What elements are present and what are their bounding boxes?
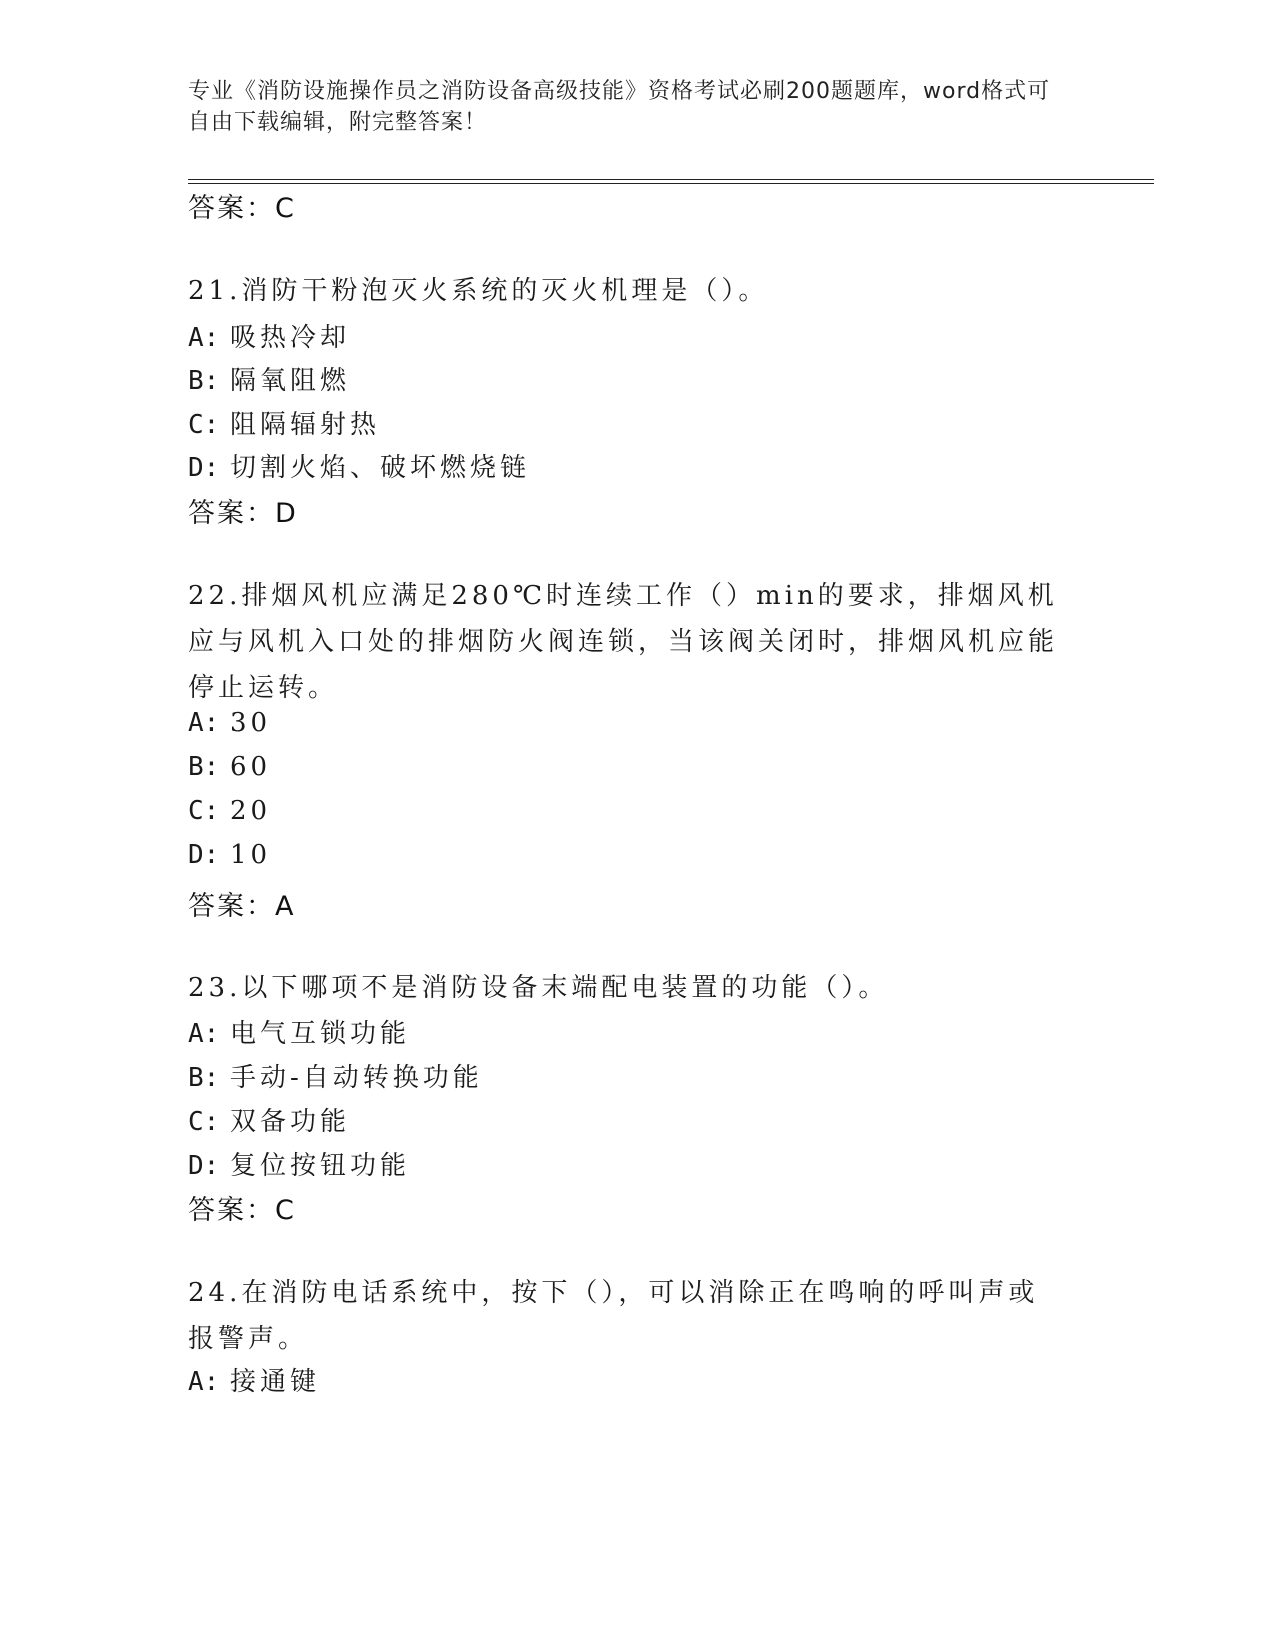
question-23-option-b: [188, 1057, 483, 1094]
option-text: 双备功能: [230, 1107, 351, 1137]
question-23-option-c: [188, 1101, 350, 1138]
option-text: 阻隔辐射热: [230, 410, 381, 440]
question-21-stem: 21.消防干粉泡灭火系统的灭火机理是（）。: [188, 276, 769, 306]
question-22-option-d: [188, 840, 271, 870]
question-22-option-c: [188, 796, 271, 826]
question-24-option-a: [188, 1361, 320, 1398]
option-letter: A:: [188, 1019, 220, 1049]
question-23-option-a: [188, 1013, 410, 1050]
question-21-option-c: [188, 404, 380, 441]
header-divider-bottom: [188, 183, 1154, 184]
question-21-option-b: [188, 360, 350, 397]
question-22-stem: 22.排烟风机应满足280℃时连续工作（）min的要求，排烟风机应与风机入口处的排烟防火阀连锁，当该阀关闭时，排烟风机应能停止运转。: [188, 581, 1059, 703]
question-21-answer: 答案：D: [188, 498, 298, 529]
option-letter: B:: [188, 752, 220, 782]
option-text: 吸热冷却: [230, 323, 351, 353]
question-21-option-d: [188, 447, 530, 484]
option-letter: D:: [188, 453, 220, 483]
question-24-stem: 24.在消防电话系统中，按下（），可以消除正在鸣响的呼叫声或报警声。: [188, 1278, 1039, 1354]
option-text: 60: [230, 752, 272, 782]
option-text: 30: [230, 708, 272, 738]
option-letter: B:: [188, 1063, 220, 1093]
option-letter: A:: [188, 323, 220, 353]
question-23-stem: 23.以下哪项不是消防设备末端配电装置的功能（）。: [188, 973, 889, 1003]
question-21-option-a: [188, 317, 350, 354]
option-letter: A:: [188, 1367, 220, 1397]
option-text: 手动-自动转换功能: [230, 1063, 483, 1093]
option-text: 电气互锁功能: [230, 1019, 411, 1049]
option-text: 复位按钮功能: [230, 1151, 411, 1181]
option-letter: C:: [188, 1107, 220, 1137]
option-text: 20: [230, 796, 272, 826]
question-23-answer: 答案：C: [188, 1195, 296, 1226]
answer-previous: 答案：C: [188, 193, 296, 224]
option-letter: A:: [188, 708, 220, 738]
option-text: 接通键: [230, 1367, 321, 1397]
question-22-option-b: [188, 752, 271, 782]
option-letter: C:: [188, 410, 220, 440]
header-divider-top: [188, 179, 1154, 180]
question-22-answer: 答案：A: [188, 891, 296, 922]
option-text: 10: [230, 840, 272, 870]
option-text: 切割火焰、破坏燃烧链: [230, 453, 531, 483]
option-letter: D:: [188, 840, 220, 870]
option-text: 隔氧阻燃: [230, 366, 351, 396]
option-letter: C:: [188, 796, 220, 826]
question-23-option-d: [188, 1145, 410, 1182]
option-letter: D:: [188, 1151, 220, 1181]
question-22-option-a: [188, 708, 271, 738]
document-header: 专业《消防设施操作员之消防设备高级技能》资格考试必刷200题题库，word格式可自由下载编辑，附完整答案！: [188, 79, 1051, 135]
option-letter: B:: [188, 366, 220, 396]
